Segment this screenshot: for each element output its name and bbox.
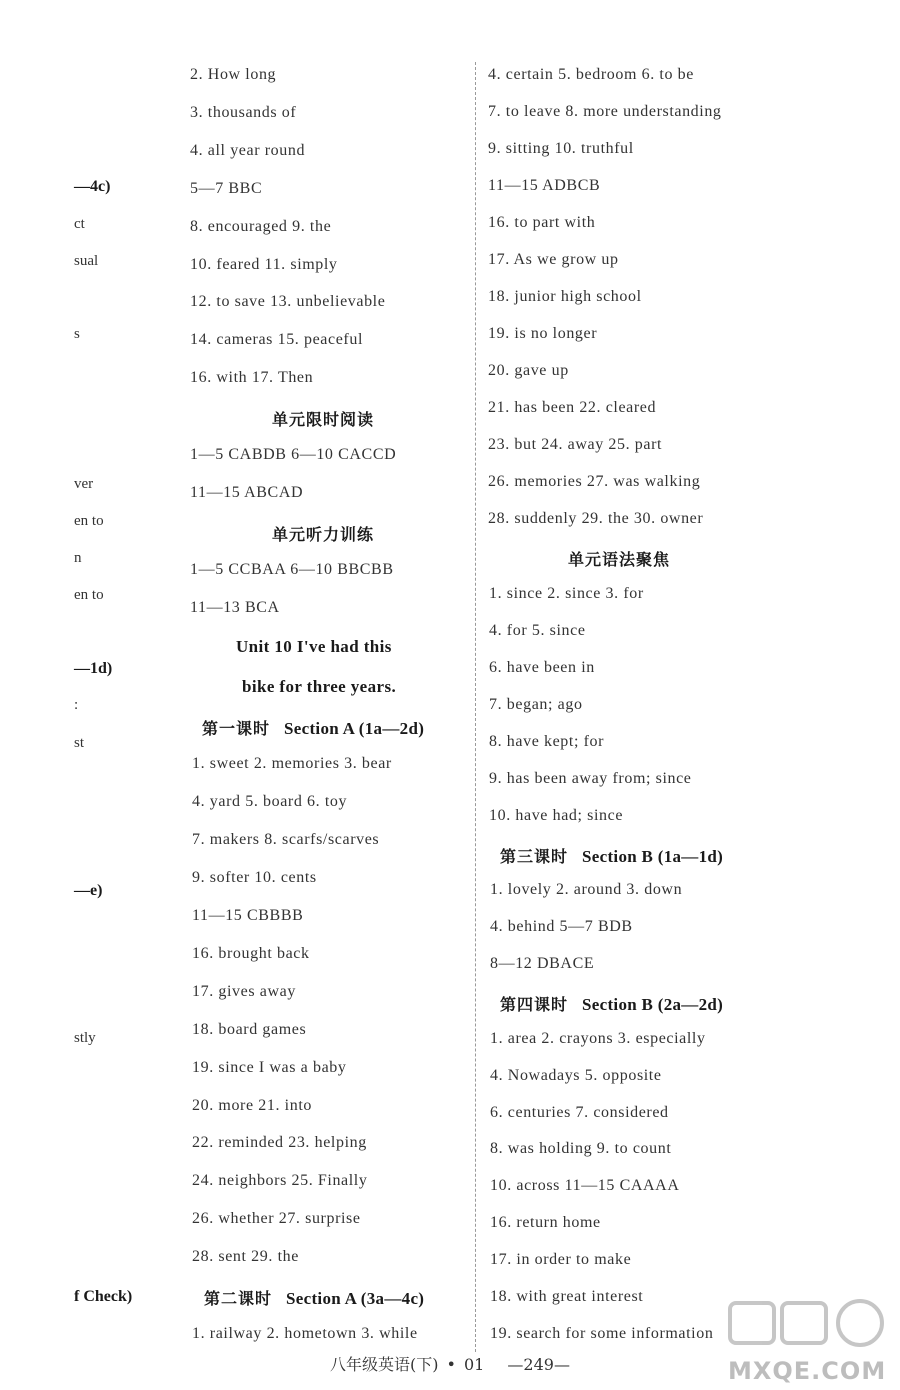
answer-line: 10. across 11—15 CAAAA <box>490 1177 680 1194</box>
answer-line: 7. makers 8. scarfs/scarves <box>192 831 380 848</box>
answer-line: 17. gives away <box>192 983 296 1000</box>
answer-line: 24. neighbors 25. Finally <box>192 1172 368 1189</box>
answer-line: 9. softer 10. cents <box>192 869 317 886</box>
unit-title-line1: Unit 10 I've had this <box>236 637 392 656</box>
answer-line: 7. began; ago <box>489 696 583 713</box>
left-fragment: —e) <box>74 882 103 899</box>
answer-line: 4. for 5. since <box>489 622 586 639</box>
answer-line: 9. has been away from; since <box>489 770 692 787</box>
lesson-heading-2 <box>204 1286 424 1309</box>
answer-line: 7. to leave 8. more understanding <box>488 103 722 120</box>
left-fragment: n <box>74 550 82 566</box>
lesson-heading-3 <box>500 844 723 867</box>
lesson-label: 第一课时 <box>202 719 271 738</box>
svg-text:MXQE.COM: MXQE.COM <box>728 1357 887 1385</box>
lesson-label: 第四课时 <box>500 995 569 1014</box>
answer-line: 11—13 BCA <box>190 599 280 616</box>
answer-line: 18. with great interest <box>490 1288 644 1305</box>
answer-line: 17. As we grow up <box>488 251 619 268</box>
answer-line: 23. but 24. away 25. part <box>488 436 663 453</box>
answer-line: 4. behind 5—7 BDB <box>490 918 633 935</box>
answer-line: 20. more 21. into <box>192 1097 312 1114</box>
answer-line: 11—15 ABCAD <box>190 484 304 501</box>
lesson-section: Section A (1a—2d) <box>284 719 425 738</box>
answer-line: 5—7 BBC <box>190 180 263 197</box>
answer-line: 8—12 DBACE <box>490 955 595 972</box>
footer-code: 01 <box>463 1355 485 1374</box>
answer-line: 19. search for some information <box>490 1325 714 1342</box>
answer-line: 18. junior high school <box>488 288 642 305</box>
unit-title-line2: bike for three years. <box>242 677 397 696</box>
answer-line: 4. certain 5. bedroom 6. to be <box>488 66 694 83</box>
answer-line: 1. area 2. crayons 3. especially <box>490 1030 706 1047</box>
answer-line: 20. gave up <box>488 362 569 379</box>
answer-line: 9. sitting 10. truthful <box>488 140 634 157</box>
answer-line: 28. sent 29. the <box>192 1248 299 1265</box>
answer-line: 11—15 CBBBB <box>192 907 304 924</box>
section-heading-listening: 单元听力训练 <box>272 525 375 544</box>
lesson-heading-4 <box>500 992 723 1015</box>
left-fragment: s <box>74 326 80 342</box>
section-heading-reading: 单元限时阅读 <box>272 410 375 429</box>
lesson-label: 第二课时 <box>204 1289 273 1308</box>
page-number: —249— <box>507 1355 570 1374</box>
left-fragment: sual <box>74 253 99 269</box>
answer-line: 26. memories 27. was walking <box>488 473 701 490</box>
left-fragment: en to <box>74 587 104 603</box>
left-fragment: ver <box>74 476 94 492</box>
answer-line: 14. cameras 15. peaceful <box>190 331 363 348</box>
answer-line: 16. return home <box>490 1214 601 1231</box>
answer-line: 8. was holding 9. to count <box>490 1140 672 1157</box>
answer-line: 10. feared 11. simply <box>190 256 338 273</box>
footer-book-title: 八年级英语(下) <box>330 1355 439 1374</box>
answer-line: 6. have been in <box>489 659 595 676</box>
left-fragment: en to <box>74 513 104 529</box>
answer-line: 19. since I was a baby <box>192 1059 347 1076</box>
left-fragment: : <box>74 697 79 713</box>
answer-line: 19. is no longer <box>488 325 598 342</box>
answer-line: 16. to part with <box>488 214 596 231</box>
left-fragment: st <box>74 735 85 751</box>
answer-line: 2. How long <box>190 66 277 83</box>
lesson-section: Section B (2a—2d) <box>582 995 724 1014</box>
page-footer <box>0 1352 900 1375</box>
answer-line: 1—5 CCBAA 6—10 BBCBB <box>190 561 394 578</box>
answer-line: 1. railway 2. hometown 3. while <box>192 1325 418 1342</box>
answer-line: 1. lovely 2. around 3. down <box>490 881 683 898</box>
left-fragment: —1d) <box>74 660 113 677</box>
answer-line: 1—5 CABDB 6—10 CACCD <box>190 446 397 463</box>
footer-dot: • <box>446 1355 456 1374</box>
answer-line: 8. have kept; for <box>489 733 605 750</box>
left-fragment: stly <box>74 1030 96 1046</box>
answer-line: 6. centuries 7. considered <box>490 1104 669 1121</box>
answer-line: 3. thousands of <box>190 104 297 121</box>
answer-line: 26. whether 27. surprise <box>192 1210 361 1227</box>
answer-line: 8. encouraged 9. the <box>190 218 332 235</box>
answer-line: 21. has been 22. cleared <box>488 399 657 416</box>
left-fragment: —4c) <box>74 178 111 195</box>
lesson-label: 第三课时 <box>500 847 569 866</box>
left-fragment: f Check) <box>74 1288 133 1305</box>
answer-line: 4. Nowadays 5. opposite <box>490 1067 662 1084</box>
answer-line: 22. reminded 23. helping <box>192 1134 367 1151</box>
answer-line: 16. with 17. Then <box>190 369 314 386</box>
answer-line: 12. to save 13. unbelievable <box>190 293 386 310</box>
section-heading-grammar: 单元语法聚焦 <box>568 550 671 569</box>
answer-line: 18. board games <box>192 1021 307 1038</box>
answer-line: 1. sweet 2. memories 3. bear <box>192 755 392 772</box>
answer-line: 10. have had; since <box>489 807 624 824</box>
answer-line: 4. all year round <box>190 142 306 159</box>
answer-line: 17. in order to make <box>490 1251 632 1268</box>
lesson-heading-1 <box>202 716 424 739</box>
answer-line: 11—15 ADBCB <box>488 177 601 194</box>
left-fragment: ct <box>74 216 85 232</box>
answer-line: 1. since 2. since 3. for <box>489 585 644 602</box>
answer-line: 28. suddenly 29. the 30. owner <box>488 510 704 527</box>
column-divider <box>475 62 476 1352</box>
answer-line: 4. yard 5. board 6. toy <box>192 793 348 810</box>
lesson-section: Section A (3a—4c) <box>286 1289 425 1308</box>
lesson-section: Section B (1a—1d) <box>582 847 724 866</box>
answer-line: 16. brought back <box>192 945 310 962</box>
